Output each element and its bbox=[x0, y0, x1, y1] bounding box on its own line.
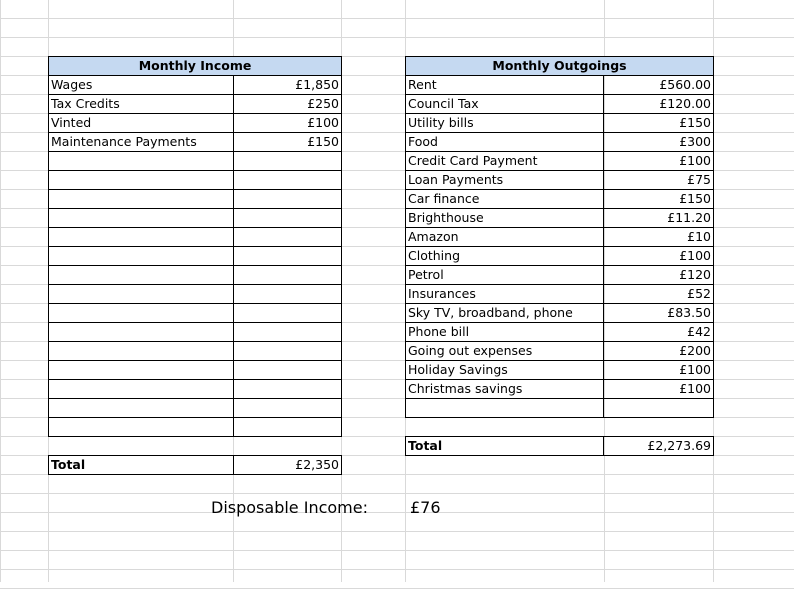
grid-row-line bbox=[0, 550, 794, 551]
spacer-row bbox=[49, 437, 342, 456]
grid-row-line bbox=[0, 493, 794, 494]
table-row bbox=[406, 209, 714, 228]
row-amount[interactable] bbox=[234, 266, 342, 285]
row-amount[interactable]: £100 bbox=[604, 380, 714, 399]
outgoings-header: Monthly Outgoings bbox=[406, 57, 714, 76]
table-row bbox=[49, 418, 342, 437]
table-row bbox=[406, 285, 714, 304]
table-row bbox=[406, 133, 714, 152]
row-label[interactable]: Clothing bbox=[406, 247, 604, 266]
row-label[interactable]: Maintenance Payments bbox=[49, 133, 234, 152]
row-label[interactable] bbox=[49, 285, 234, 304]
row-label[interactable]: Council Tax bbox=[406, 95, 604, 114]
table-row bbox=[49, 95, 342, 114]
income-header: Monthly Income bbox=[49, 57, 342, 76]
row-amount[interactable]: £150 bbox=[234, 133, 342, 152]
row-label[interactable] bbox=[49, 361, 234, 380]
row-label[interactable] bbox=[49, 399, 234, 418]
row-amount[interactable] bbox=[234, 399, 342, 418]
table-row bbox=[49, 152, 342, 171]
row-label[interactable] bbox=[49, 418, 234, 437]
row-amount[interactable]: £11.20 bbox=[604, 209, 714, 228]
table-row bbox=[49, 399, 342, 418]
table-row bbox=[406, 95, 714, 114]
row-label[interactable]: Holiday Savings bbox=[406, 361, 604, 380]
row-amount[interactable]: £52 bbox=[604, 285, 714, 304]
table-row bbox=[49, 342, 342, 361]
table-row bbox=[406, 323, 714, 342]
table-row bbox=[49, 247, 342, 266]
table-row bbox=[406, 152, 714, 171]
table-row bbox=[49, 209, 342, 228]
row-amount[interactable]: £120 bbox=[604, 266, 714, 285]
disposable-income-label: Disposable Income: bbox=[211, 498, 368, 517]
grid-row-line bbox=[0, 531, 794, 532]
income-total-row bbox=[49, 456, 342, 475]
row-amount[interactable] bbox=[234, 285, 342, 304]
row-amount[interactable]: £300 bbox=[604, 133, 714, 152]
row-amount[interactable] bbox=[234, 323, 342, 342]
table-row bbox=[406, 361, 714, 380]
table-row bbox=[49, 171, 342, 190]
row-label[interactable]: Utility bills bbox=[406, 114, 604, 133]
empty-cell bbox=[406, 418, 604, 437]
table-row bbox=[49, 228, 342, 247]
table-row bbox=[406, 190, 714, 209]
row-amount[interactable]: £75 bbox=[604, 171, 714, 190]
table-row bbox=[406, 171, 714, 190]
grid-row-line bbox=[0, 512, 794, 513]
total-amount[interactable]: £2,350 bbox=[234, 456, 342, 475]
row-amount[interactable]: £100 bbox=[604, 361, 714, 380]
empty-cell bbox=[604, 418, 714, 437]
table-row bbox=[49, 133, 342, 152]
table-row bbox=[49, 266, 342, 285]
row-amount[interactable]: £1,850 bbox=[234, 76, 342, 95]
row-amount[interactable]: £42 bbox=[604, 323, 714, 342]
row-label[interactable] bbox=[406, 399, 604, 418]
grid-column-line bbox=[0, 0, 1, 582]
table-row bbox=[406, 76, 714, 95]
row-label[interactable]: Food bbox=[406, 133, 604, 152]
row-amount[interactable]: £200 bbox=[604, 342, 714, 361]
row-amount[interactable]: £100 bbox=[604, 152, 714, 171]
row-amount[interactable] bbox=[234, 342, 342, 361]
row-amount[interactable] bbox=[234, 380, 342, 399]
row-label[interactable] bbox=[49, 380, 234, 399]
row-label[interactable] bbox=[49, 228, 234, 247]
table-row bbox=[49, 285, 342, 304]
table-row bbox=[406, 247, 714, 266]
row-amount[interactable] bbox=[604, 399, 714, 418]
row-label[interactable]: Brighthouse bbox=[406, 209, 604, 228]
outgoings-total-row bbox=[406, 437, 714, 456]
row-label[interactable] bbox=[49, 304, 234, 323]
row-label[interactable]: Petrol bbox=[406, 266, 604, 285]
row-amount[interactable]: £150 bbox=[604, 190, 714, 209]
row-label[interactable] bbox=[49, 323, 234, 342]
table-row bbox=[49, 380, 342, 399]
row-amount[interactable]: £10 bbox=[604, 228, 714, 247]
row-amount[interactable]: £100 bbox=[234, 114, 342, 133]
row-label[interactable]: Insurances bbox=[406, 285, 604, 304]
row-label[interactable]: Rent bbox=[406, 76, 604, 95]
total-amount[interactable]: £2,273.69 bbox=[604, 437, 714, 456]
row-amount[interactable] bbox=[234, 228, 342, 247]
row-label[interactable]: Christmas savings bbox=[406, 380, 604, 399]
row-amount[interactable] bbox=[234, 171, 342, 190]
grid-row-line bbox=[0, 37, 794, 38]
row-label[interactable]: Amazon bbox=[406, 228, 604, 247]
row-label[interactable]: Going out expenses bbox=[406, 342, 604, 361]
row-label[interactable] bbox=[49, 171, 234, 190]
row-amount[interactable] bbox=[234, 209, 342, 228]
table-row bbox=[49, 361, 342, 380]
table-row bbox=[406, 380, 714, 399]
table-row bbox=[49, 76, 342, 95]
spacer-row bbox=[406, 418, 714, 437]
row-amount[interactable] bbox=[234, 190, 342, 209]
row-amount[interactable] bbox=[234, 418, 342, 437]
row-label[interactable] bbox=[49, 209, 234, 228]
row-amount[interactable]: £150 bbox=[604, 114, 714, 133]
row-amount[interactable]: £560.00 bbox=[604, 76, 714, 95]
row-amount[interactable]: £120.00 bbox=[604, 95, 714, 114]
table-row bbox=[49, 114, 342, 133]
row-label[interactable]: Car finance bbox=[406, 190, 604, 209]
row-label[interactable] bbox=[49, 266, 234, 285]
row-label[interactable] bbox=[49, 247, 234, 266]
row-label[interactable]: Sky TV, broadband, phone bbox=[406, 304, 604, 323]
table-row bbox=[49, 323, 342, 342]
table-row bbox=[406, 266, 714, 285]
row-label[interactable] bbox=[49, 342, 234, 361]
row-label[interactable]: Tax Credits bbox=[49, 95, 234, 114]
table-row bbox=[406, 228, 714, 247]
row-amount[interactable] bbox=[234, 361, 342, 380]
income-table bbox=[48, 56, 342, 475]
row-amount[interactable]: £83.50 bbox=[604, 304, 714, 323]
grid-row-line bbox=[0, 18, 794, 19]
row-amount[interactable] bbox=[234, 247, 342, 266]
empty-cell bbox=[49, 437, 234, 456]
row-amount[interactable] bbox=[234, 152, 342, 171]
outgoings-table bbox=[405, 56, 714, 456]
row-label[interactable] bbox=[49, 190, 234, 209]
total-label[interactable]: Total bbox=[49, 456, 234, 475]
table-row bbox=[406, 304, 714, 323]
row-label[interactable]: Vinted bbox=[49, 114, 234, 133]
table-row bbox=[49, 190, 342, 209]
row-label[interactable]: Credit Card Payment bbox=[406, 152, 604, 171]
total-label[interactable]: Total bbox=[406, 437, 604, 456]
table-row bbox=[406, 114, 714, 133]
empty-cell bbox=[234, 437, 342, 456]
row-label[interactable]: Loan Payments bbox=[406, 171, 604, 190]
table-row bbox=[406, 399, 714, 418]
disposable-income-value: £76 bbox=[410, 498, 441, 517]
row-label[interactable]: Phone bill bbox=[406, 323, 604, 342]
row-amount[interactable]: £250 bbox=[234, 95, 342, 114]
grid-row-line bbox=[0, 569, 794, 570]
row-label[interactable]: Wages bbox=[49, 76, 234, 95]
row-label[interactable] bbox=[49, 152, 234, 171]
table-row bbox=[406, 342, 714, 361]
row-amount[interactable] bbox=[234, 304, 342, 323]
table-row bbox=[49, 304, 342, 323]
row-amount[interactable]: £100 bbox=[604, 247, 714, 266]
